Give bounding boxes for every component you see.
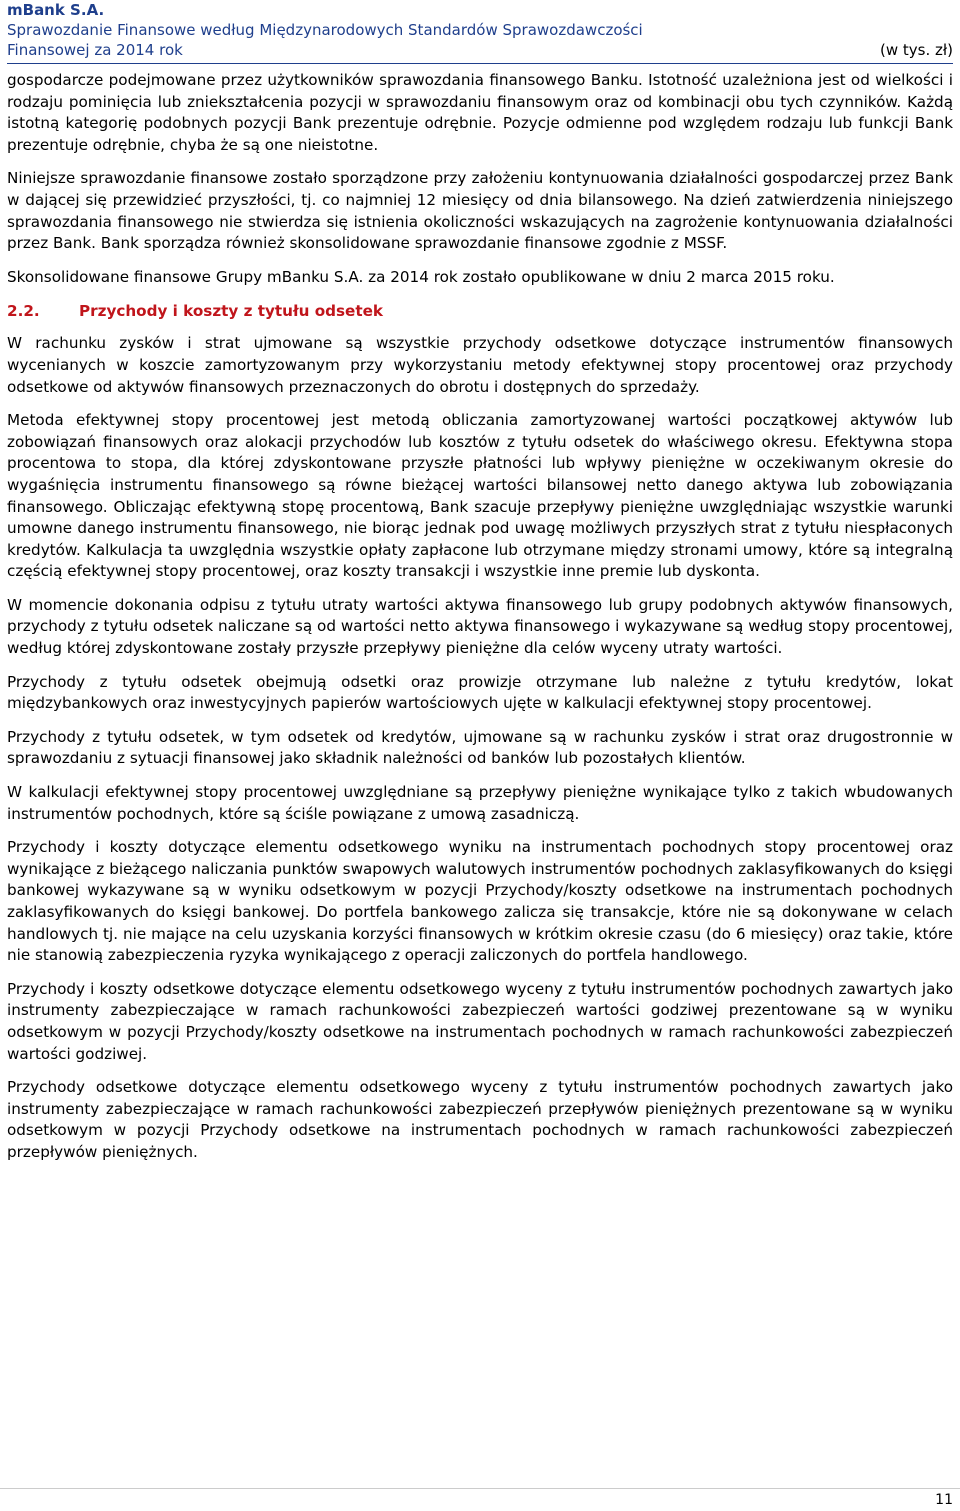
paragraph: Przychody i koszty odsetkowe dotyczące elementu odsetkowego wyceny z tytułu instrumentów pochodnych zawartych jako instrumenty zabezpieczające w ramach rachunkowości zabezpieczeń wartości godziwej prezentowane są w wyniku odsetkowym w pozycji Przychody/koszty odsetkowe na instrumentach pochodnych w ramach rachunkowości zabezpieczeń wartości godziwej. bbox=[7, 979, 953, 1063]
report-title-line-1: Sprawozdanie Finansowe według Międzynarodowych Standardów Sprawozdawczości bbox=[7, 21, 643, 39]
document-body bbox=[7, 70, 953, 1176]
paragraph: Niniejsze sprawozdanie finansowe zostało sporządzone przy założeniu kontynuowania działalności gospodarczej przez Bank w dającej się przewidzieć przyszłości, tj. co najmniej 12 miesięcy od dnia bilansowego. Na dzień zatwierdzenia niniejszego sprawozdania finansowego nie stwierdza się istnienia okoliczności wskazujących na zagrożenie kontynuowania działalności przez Bank. Bank sporządza również skonsolidowane sprawozdanie finansowe zgodnie z MSSF. bbox=[7, 169, 953, 253]
section-heading bbox=[7, 300, 953, 322]
report-title-line-2-row bbox=[7, 40, 953, 60]
paragraph: Przychody z tytułu odsetek obejmują odsetki oraz prowizje otrzymane lub należne z tytułu kredytów, lokat międzybankowych oraz inwestycyjnych papierów wartościowych ujęte w kalkulacji efektywnej stopy procentowej. bbox=[7, 672, 953, 713]
paragraph: W kalkulacji efektywnej stopy procentowej uwzględniane są przepływy pieniężne wynikające tylko z takich wbudowanych instrumentów pochodnych, które są ściśle powiązane z umową zasadniczą. bbox=[7, 783, 953, 823]
header-divider bbox=[7, 63, 953, 64]
paragraph: Skonsolidowane finansowe Grupy mBanku S.A. za 2014 rok zostało opublikowane w dniu 2 marca 2015 roku. bbox=[7, 267, 835, 286]
paragraph: Metoda efektywnej stopy procentowej jest metodą obliczania zamortyzowanej wartości początkowej aktywów lub zobowiązań finansowych oraz alokacji przychodów lub kosztów z tytułu odsetek do właściwego okresu. Efektywna stopa procentowa to stopa, dla której zdyskontowane przyszłe płatności lub wpływy pieniężne w oczekiwanym okresie do wygaśnięcia instrumentu finansowego są równe bieżącej wartości bilansowej netto danego aktywa lub zobowiązania finansowego. Obliczając efektywną stopę procentową, Bank szacuje przepływy pieniężne uwzględniając wszystkie warunki umowne danego instrumentu finansowego, nie biorąc jednak pod uwagę możliwych przyszłych strat z tytułu niespłaconych kredytów. Kalkulacja ta uwzględnia wszystkie opłaty zapłacone lub otrzymane między stronami umowy, które są integralną częścią efektywnej stopy procentowej, oraz koszty transakcji i wszystkie inne premie lub dyskonta. bbox=[7, 411, 953, 581]
page-header bbox=[7, 0, 953, 60]
section-number: 2.2. bbox=[7, 302, 40, 321]
paragraph: gospodarcze podejmowane przez użytkowników sprawozdania finansowego Banku. Istotność uzależniona jest od wielkości i rodzaju pominięcia lub zniekształcenia pozycji w sprawozdaniu finansowym oraz od kombinacji obu tych czynników. Każdą istotną kategorię podobnych pozycji Bank prezentuje odrębnie. Pozycje odmienne pod względem rodzaju lub funkcji Bank prezentuje odrębnie, chyba że są one nieistotne. bbox=[7, 71, 953, 154]
currency-units: (w tys. zł) bbox=[880, 41, 953, 59]
company-name: mBank S.A. bbox=[7, 1, 105, 19]
paragraph: Przychody odsetkowe dotyczące elementu odsetkowego wyceny z tytułu instrumentów pochodnych zawartych jako instrumenty zabezpieczające w ramach rachunkowości zabezpieczeń przepływów pieniężnych prezentowane są w wyniku odsetkowym w pozycji Przychody odsetkowe na instrumentach pochodnych w ramach rachunkowości zabezpieczeń przepływów pieniężnych. bbox=[7, 1078, 953, 1161]
paragraph: W rachunku zysków i strat ujmowane są wszystkie przychody odsetkowe dotyczące instrumentów finansowych wycenianych w koszcie zamortyzowanym przy wykorzystaniu metody efektywnej stopy procentowej oraz przychody odsetkowe od aktywów finansowych przeznaczonych do obrotu i dostępnych do sprzedaży. bbox=[7, 334, 953, 396]
paragraph: Przychody z tytułu odsetek, w tym odsetek od kredytów, ujmowane są w rachunku zysków i strat oraz drugostronnie w sprawozdaniu z sytuacji finansowej jako składnik należności od banków lub pozostałych klientów. bbox=[7, 727, 953, 768]
footer-divider bbox=[0, 1488, 960, 1489]
section-title: Przychody i koszty z tytułu odsetek bbox=[79, 302, 384, 321]
page-number: 11 bbox=[935, 1492, 953, 1508]
report-title-line-2: Finansowej za 2014 rok bbox=[7, 41, 183, 59]
paragraph: W momencie dokonania odpisu z tytułu utraty wartości aktywa finansowego lub grupy podobnych aktywów finansowych, przychody z tytułu odsetek naliczane są od wartości netto aktywa finansowego i wykazywane są według stopy procentowej, według której zdyskontowane zostały przyszłe przepływy pieniężne dla celów wyceny utraty wartości. bbox=[7, 595, 953, 658]
paragraph: Przychody i koszty dotyczące elementu odsetkowego wyniku na instrumentach pochodnych stopy procentowej oraz wynikające z bieżącego naliczania punktów swapowych walutowych instrumentów pochodnych zaklasyfikowanych do księgi bankowej wykazywane są w wyniku odsetkowym w pozycji Przychody/koszty odsetkowe na instrumentach pochodnych zaklasyfikowanych do księgi bankowej. Do portfela bankowego zalicza się transakcje, które nie są dokonywane w celach handlowych tj. nie mające na celu uzyskania korzyści finansowych w krótkim okresie czasu (do 6 miesięcy) oraz takie, które nie stanowią zabezpieczenia ryzyka wynikającego z operacji zaliczonych do portfela handlowego. bbox=[7, 838, 953, 965]
